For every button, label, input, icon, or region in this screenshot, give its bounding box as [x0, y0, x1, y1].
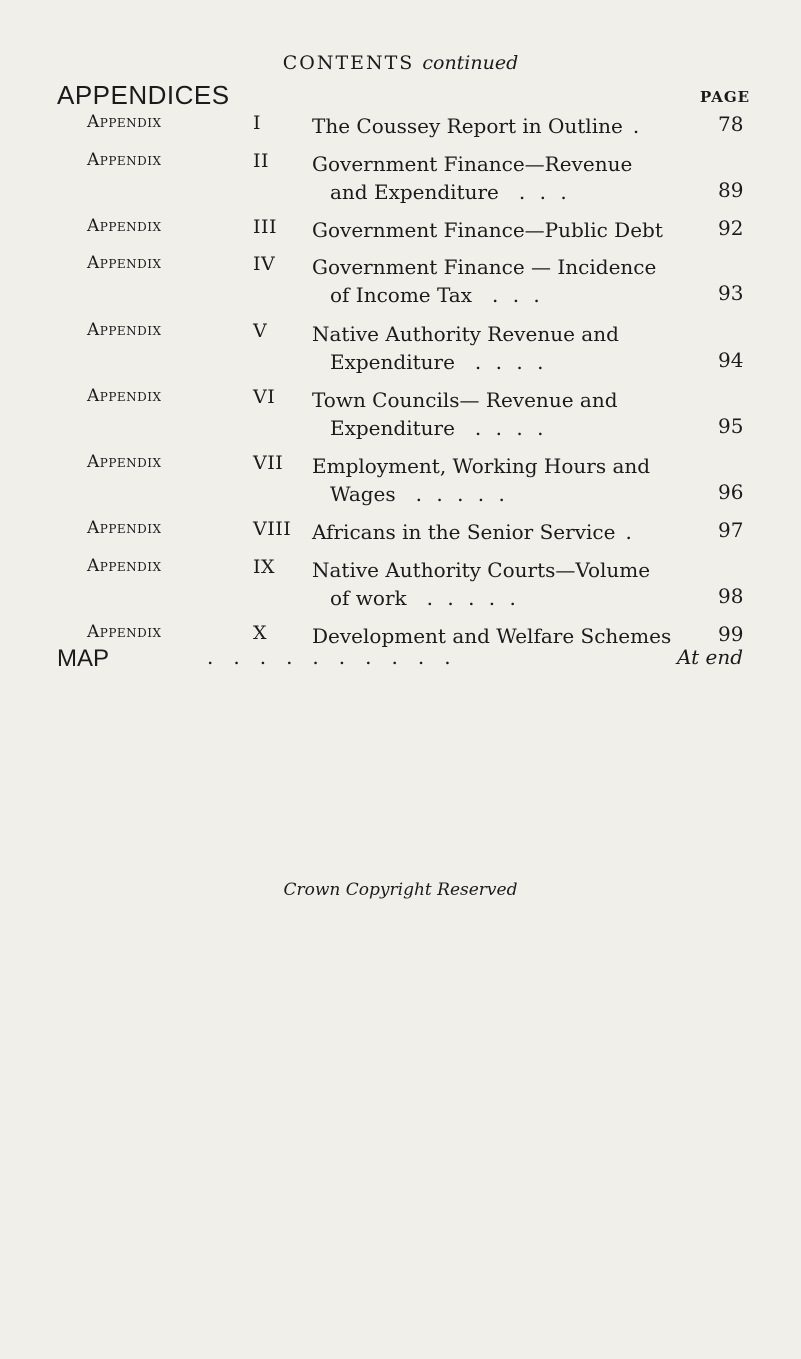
- appendix-number: VI: [253, 386, 276, 408]
- appendix-number: III: [253, 216, 278, 238]
- page-number: 97: [718, 518, 744, 542]
- appendix-label: [87, 452, 297, 472]
- leader-dots: .: [625, 520, 636, 544]
- appendix-number: I: [253, 112, 262, 134]
- appendix-number: IX: [253, 556, 276, 578]
- appendix-number: II: [253, 150, 270, 172]
- page-number: 96: [718, 480, 744, 504]
- appendix-title-line1: Native Authority Courts—Volume: [312, 558, 651, 582]
- appendix-title-line2: [312, 480, 682, 508]
- appendix-word: Appendix: [87, 452, 162, 472]
- appendix-title-line2: [312, 178, 682, 206]
- appendix-title: [312, 253, 682, 309]
- leader-dots: . . . . .: [415, 482, 509, 506]
- page-number: 89: [718, 178, 744, 202]
- contents-word: CONTENTS: [282, 52, 415, 74]
- appendix-title: [312, 556, 682, 612]
- appendix-title-line2: [312, 348, 682, 376]
- appendix-word: Appendix: [87, 320, 162, 340]
- appendix-label: [87, 518, 297, 538]
- page-number: 92: [718, 216, 744, 240]
- appendix-label: [87, 556, 297, 576]
- appendix-title: [312, 386, 682, 442]
- appendix-number: VII: [253, 452, 284, 474]
- leader-dots: . . . .: [474, 416, 548, 440]
- section-title: APPENDICES: [57, 80, 230, 110]
- appendix-label: [87, 320, 297, 340]
- leader-dots: . . . .: [474, 350, 548, 374]
- appendix-label: [87, 622, 297, 642]
- appendix-word: Appendix: [87, 112, 162, 132]
- appendix-title-line2-text: of work: [330, 586, 407, 610]
- page-number: 78: [718, 112, 744, 136]
- appendix-number: X: [253, 622, 268, 644]
- appendix-word: Appendix: [87, 150, 162, 170]
- page-number: 99: [718, 622, 744, 646]
- map-label: MAP: [57, 645, 110, 672]
- continued-word: continued: [422, 52, 519, 74]
- page-number: 94: [718, 348, 744, 372]
- appendix-title-line1: The Coussey Report in Outline: [312, 114, 623, 138]
- appendix-title-line1: Town Councils— Revenue and: [312, 388, 618, 412]
- appendix-title: [312, 112, 682, 140]
- appendix-title-line1: Employment, Working Hours and: [312, 454, 651, 478]
- page-number: 98: [718, 584, 744, 608]
- appendix-label: [87, 150, 297, 170]
- leader-dots: . . . . .: [426, 586, 520, 610]
- leader-dots: . . .: [518, 180, 571, 204]
- appendix-title-line2-text: Expenditure: [330, 350, 455, 374]
- appendix-number: V: [253, 320, 268, 342]
- appendix-title-line1: Development and Welfare Schemes: [312, 624, 672, 648]
- appendix-title-line2: [312, 584, 682, 612]
- page-number: 95: [718, 414, 744, 438]
- appendix-title-line2-text: Wages: [330, 482, 396, 506]
- appendix-word: Appendix: [87, 386, 162, 406]
- appendix-title: [312, 518, 682, 546]
- appendix-title-line1: Government Finance—Revenue: [312, 152, 633, 176]
- copyright-notice: Crown Copyright Reserved: [283, 880, 518, 900]
- map-location: At end: [677, 645, 744, 669]
- appendix-word: Appendix: [87, 518, 162, 538]
- appendix-title-line2: [312, 414, 682, 442]
- appendix-title-line1: Government Finance—Public Debt: [312, 218, 663, 242]
- page-column-header: PAGE: [700, 88, 751, 106]
- appendix-title: [312, 216, 682, 244]
- appendix-word: Appendix: [87, 622, 162, 642]
- appendix-title-line2-text: and Expenditure: [330, 180, 499, 204]
- appendix-label: [87, 216, 297, 236]
- appendix-title-line1: Government Finance — Incidence: [312, 255, 657, 279]
- appendix-word: Appendix: [87, 216, 162, 236]
- appendix-word: Appendix: [87, 556, 162, 576]
- appendix-title-line2: [312, 281, 682, 309]
- appendix-title-line2-text: of Income Tax: [330, 283, 472, 307]
- contents-header: [0, 52, 801, 74]
- appendix-title: [312, 320, 682, 376]
- appendix-title: [312, 150, 682, 206]
- appendix-title: [312, 452, 682, 508]
- appendix-word: Appendix: [87, 253, 162, 273]
- appendix-number: VIII: [253, 518, 292, 540]
- appendix-label: [87, 386, 297, 406]
- appendix-number: IV: [253, 253, 276, 275]
- leader-dots: . . .: [491, 283, 544, 307]
- map-leader-dots: ..........: [207, 645, 471, 669]
- page-number: 93: [718, 281, 744, 305]
- appendix-title-line1: Africans in the Senior Service: [312, 520, 616, 544]
- appendix-title-line1: Native Authority Revenue and: [312, 322, 619, 346]
- appendix-label: [87, 112, 297, 132]
- leader-dots: .: [632, 114, 644, 138]
- appendix-title-line2-text: Expenditure: [330, 416, 455, 440]
- appendix-label: [87, 253, 297, 273]
